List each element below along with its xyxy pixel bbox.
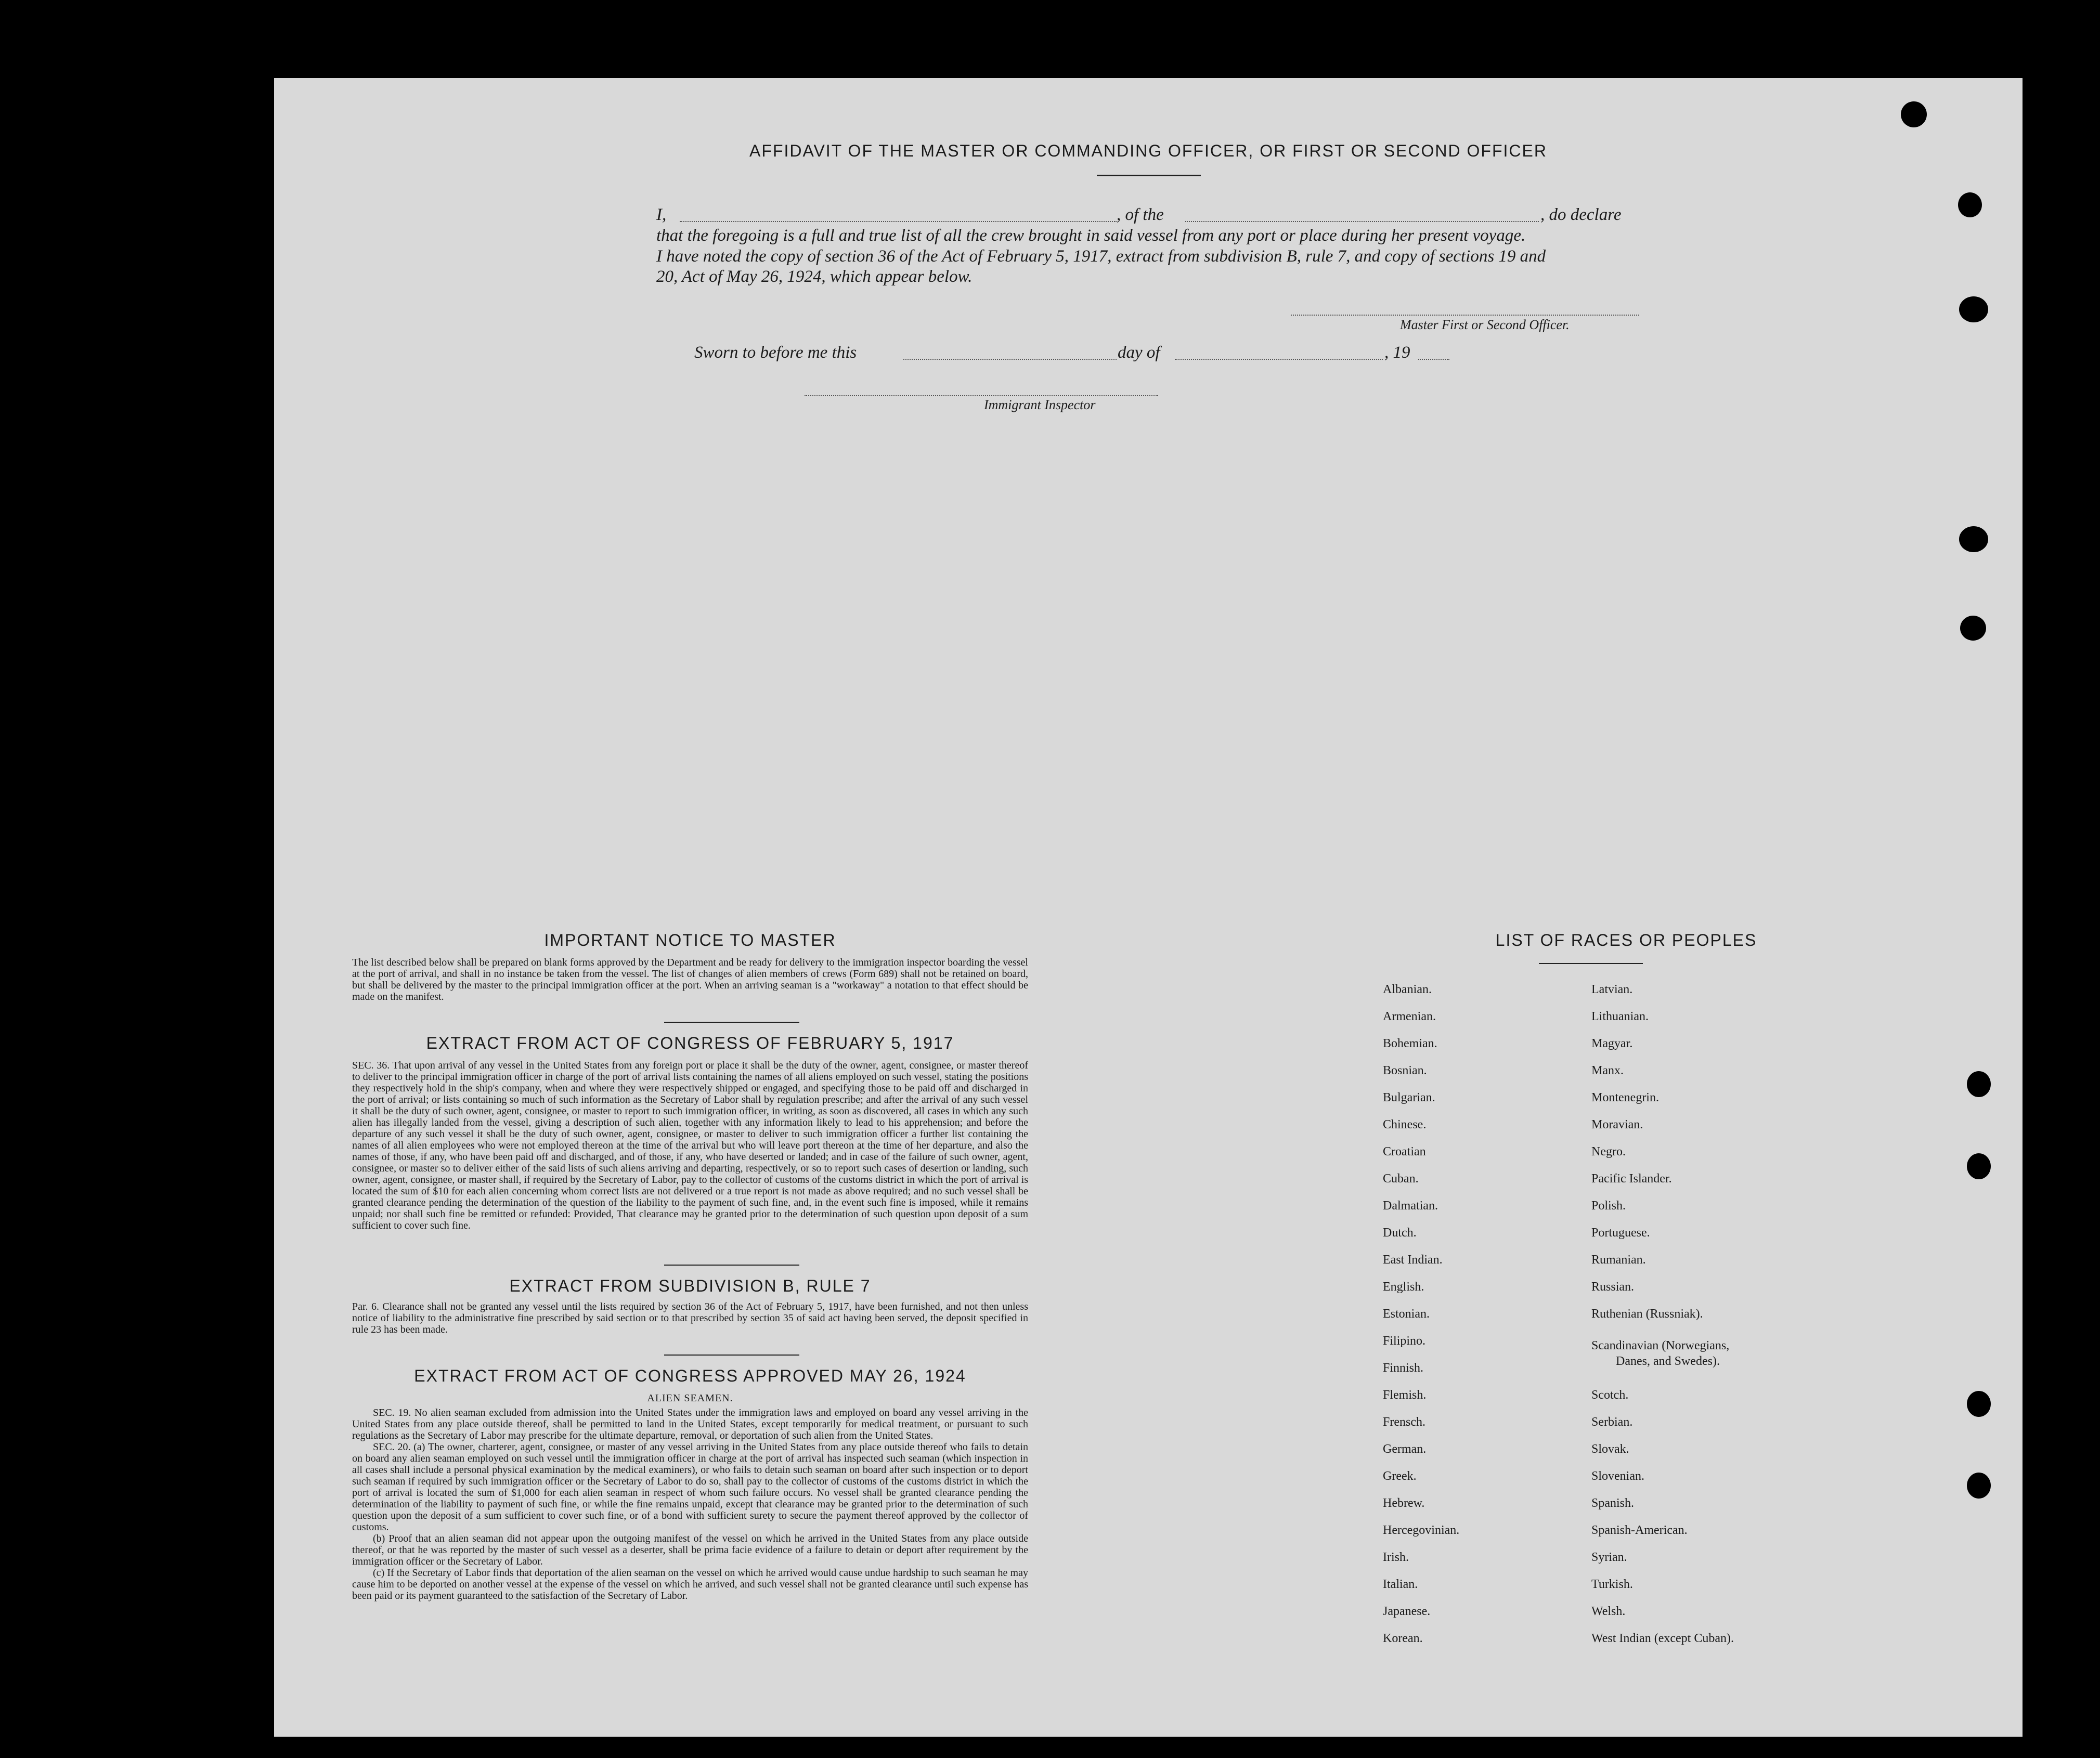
race-item: Hercegovinian. — [1383, 1523, 1460, 1537]
race-item: Slovak. — [1591, 1442, 1629, 1456]
punch-hole — [1959, 526, 1988, 552]
race-item: Italian. — [1383, 1578, 1418, 1591]
of-the-label: , of the — [1117, 205, 1164, 224]
race-item: Korean. — [1383, 1632, 1423, 1645]
race-item: Scandinavian (Norwegians, — [1591, 1339, 1730, 1352]
extract-1924-subtitle: ALIEN SEAMEN. — [647, 1392, 733, 1404]
race-item: German. — [1383, 1442, 1427, 1456]
race-item: Spanish. — [1591, 1496, 1635, 1510]
divider-2 — [664, 1265, 799, 1266]
race-item-continuation: Danes, and Swedes). — [1616, 1355, 1720, 1368]
race-item: East Indian. — [1383, 1253, 1443, 1267]
master-signature-line[interactable] — [1291, 315, 1639, 316]
race-item: Bohemian. — [1383, 1037, 1437, 1050]
extract-1924-title: EXTRACT FROM ACT OF CONGRESS APPROVED MAY 26, 1924 — [414, 1366, 966, 1385]
punch-hole — [1967, 1071, 1991, 1097]
affidavit-line-4: 20, Act of May 26, 1924, which appear below. — [656, 267, 973, 286]
race-item: Bulgarian. — [1383, 1091, 1435, 1104]
race-item: Welsh. — [1591, 1605, 1626, 1618]
punch-hole — [1967, 1391, 1991, 1417]
race-item: Finnish. — [1383, 1361, 1424, 1375]
race-item: Lithuanian. — [1591, 1010, 1649, 1023]
race-item: Spanish-American. — [1591, 1523, 1688, 1537]
race-item: Manx. — [1591, 1064, 1624, 1077]
sworn-month-field[interactable] — [1175, 359, 1383, 360]
inspector-signature-line[interactable] — [805, 395, 1158, 396]
race-item: Chinese. — [1383, 1118, 1427, 1131]
race-item: Pacific Islander. — [1591, 1172, 1672, 1186]
race-item: Magyar. — [1591, 1037, 1633, 1050]
race-item: Polish. — [1591, 1199, 1626, 1213]
affidavit-line-2: that the foregoing is a full and true list of all the crew brought in said vessel from any port or place during her present voyage. — [656, 226, 1526, 245]
notice-title: IMPORTANT NOTICE TO MASTER — [544, 931, 836, 949]
race-item: Dalmatian. — [1383, 1199, 1438, 1213]
sec20b-paragraph: (b) Proof that an alien seaman did not appear upon the outgoing manifest of the vessel on which he arrived in the United States from any place outside thereof, or that he was reported by the master of such vessel as a deserter, shall be prima facie evidence of a failure to detain or deport after requirement by the immigration officer or the Secretary of Labor. — [352, 1533, 1028, 1567]
affidavit-title: AFFIDAVIT OF THE MASTER OR COMMANDING OFFICER, OR FIRST OR SECOND OFFICER — [749, 141, 1547, 160]
race-item: Albanian. — [1383, 983, 1432, 996]
punch-hole — [1958, 192, 1982, 217]
race-item: Latvian. — [1591, 983, 1633, 996]
race-item: Montenegrin. — [1591, 1091, 1659, 1104]
master-signature-label: Master First or Second Officer. — [1400, 317, 1570, 332]
master-name-field[interactable] — [680, 221, 1117, 222]
divider-3 — [664, 1355, 799, 1356]
sworn-day-field[interactable] — [903, 359, 1117, 360]
race-item: Slovenian. — [1591, 1469, 1644, 1483]
sworn-year-field[interactable] — [1418, 359, 1449, 360]
race-item: Hebrew. — [1383, 1496, 1425, 1510]
divider-1 — [664, 1022, 799, 1023]
notice-text: The list described below shall be prepared on blank forms approved by the Department and be ready for delivery to the immigration inspector boarding the vessel at the port of arrival, and shall in no instance be taken from the vessel. The list of changes of alien members of crews (Form 689) shall not be retained on board, but shall be delivered by the master to the principal immigration officer at the port. When an arriving seaman is a "workaway" a notation to that effect should be made on the manifest. — [352, 957, 1028, 1002]
sworn-label: Sworn to before me this — [694, 343, 857, 362]
race-item: Negro. — [1591, 1145, 1626, 1158]
affidavit-i-label: I, — [656, 205, 667, 224]
inspector-label: Immigrant Inspector — [984, 397, 1096, 412]
form-page — [274, 78, 2023, 1737]
race-item: Ruthenian (Russniak). — [1591, 1307, 1703, 1321]
declare-label: , do declare — [1540, 205, 1622, 224]
affidavit-line-3: I have noted the copy of section 36 of the Act of February 5, 1917, extract from subdivision B, rule 7, and copy of sections 19 and — [656, 247, 1546, 266]
race-item: Frensch. — [1383, 1415, 1425, 1429]
sec19-paragraph: SEC. 19. No alien seaman excluded from admission into the United States under the immigration laws and employed on board any vessel arriving in the United States from any place outside thereof, shall be permitted to land in the United States, except temporarily for medical treatment, or pursuant to such regulations as the Secretary of Labor may prescribe for the ultimate departure, removal, or deportation of such alien from the United States. — [352, 1407, 1028, 1441]
race-item: Moravian. — [1591, 1118, 1643, 1131]
race-item: Portuguese. — [1591, 1226, 1650, 1240]
races-title: LIST OF RACES OR PEOPLES — [1495, 931, 1757, 949]
extract-1917-text: SEC. 36. That upon arrival of any vessel in the United States from any foreign port or place it shall be the duty of the owner, agent, consignee, or master thereof to deliver to the principal immigration officer in charge of the port of arrival lists containing the names of all aliens employed on such vessel, stating the positions they respectively hold in the ship's company, when and where they were respectively shipped or engaged, and specifying those to be paid off and discharged in the port of arrival; or lists containing so much of such information as the Secretary of Labor shall by regulation prescribe; and after the arrival of any such vessel it shall be the duty of such owner, agent, consignee, or master to report to such immigration officer, in writing, as soon as discovered, all cases in which any such alien has illegally landed from the vessel, giving a description of such alien, together with any information likely to lead to his apprehension; and before the departure of any such vessel it shall be the duty of such owner, agent, consignee, or master to deliver to such immigration officer a further list containing the names of all alien employees who were not employed thereon at the time of the arrival but who will leave port thereon at the time of her departure, and also the names of those, if any, who have been paid off and discharged, and of those, if any, who have deserted or landed; and in case of the failure of such owner, agent, consignee, or master so to deliver either of the said lists of such aliens arriving and departing, respectively, or so to report such cases of desertion or landing, such owner, agent, consignee, or master shall, if required by the Secretary of Labor, pay to the collector of customs of the customs district in which the port of arrival is located the sum of $10 for each alien concerning whom correct lists are not delivered or a true report is not made as above required; and no such vessel shall be granted clearance pending the determination of the question of the liability to the payment of such fine, and, in the event such fine is imposed, while it remains unpaid; nor shall such fine be remitted or refunded: Provided, That clearance may be granted prior to the determination of such question upon deposit of a sum sufficient to cover such fine. — [352, 1060, 1028, 1231]
race-item: Cuban. — [1383, 1172, 1419, 1186]
punch-hole — [1960, 616, 1986, 641]
sec20c-paragraph: (c) If the Secretary of Labor finds that deportation of the alien seaman on the vessel on which he arrived would cause undue hardship to such seaman he may cause him to be deported on another vessel at the expense of the vessel on which he arrived, and such vessel shall not be granted clearance until such expense has been paid or its payment guaranteed to the satisfaction of the Secretary of Labor. — [352, 1567, 1028, 1601]
race-item: Estonian. — [1383, 1307, 1430, 1321]
race-item: Japanese. — [1383, 1605, 1431, 1618]
race-item: English. — [1383, 1280, 1424, 1294]
race-item: Filipino. — [1383, 1334, 1426, 1348]
race-item: Dutch. — [1383, 1226, 1417, 1240]
race-item: Rumanian. — [1591, 1253, 1646, 1267]
race-item: West Indian (except Cuban). — [1591, 1632, 1734, 1645]
race-item: Armenian. — [1383, 1010, 1436, 1023]
day-of-label: day of — [1118, 343, 1160, 362]
subdivision-text: Par. 6. Clearance shall not be granted any vessel until the lists required by section 36 of the Act of February 5, 1917, have been furnished, and not then unless notice of liability to the administrative fine prescribed by said section or to that prescribed by section 35 of said act having been served, the deposit specified in rule 23 has been made. — [352, 1301, 1028, 1335]
race-item: Flemish. — [1383, 1388, 1427, 1402]
race-item: Turkish. — [1591, 1578, 1633, 1591]
race-item: Greek. — [1383, 1469, 1417, 1483]
race-item: Syrian. — [1591, 1551, 1627, 1564]
race-item: Croatian — [1383, 1145, 1426, 1158]
subdivision-title: EXTRACT FROM SUBDIVISION B, RULE 7 — [509, 1277, 871, 1295]
race-item: Russian. — [1591, 1280, 1635, 1294]
race-item: Scotch. — [1591, 1388, 1629, 1402]
extract-1924-text — [352, 1407, 1028, 1601]
punch-hole — [1959, 296, 1988, 322]
sec20a-paragraph: SEC. 20. (a) The owner, charterer, agent, consignee, or master of any vessel arriving in the United States from any place outside thereof who fails to detain on board any alien seaman employed on such vessel until the immigration officer in charge at the port of arrival has inspected such seaman (which inspection in all cases shall include a personal physical examination by the medical examiners), or who fails to detain such seaman on board after such inspection or to deport such seaman if required by such immigration officer or the Secretary of Labor to do so, shall pay to the collector of customs of the customs district in which the port of arrival is located the sum of $1,000 for each alien seaman in respect of whom such failure occurs. No vessel shall be granted clearance pending the determination of the liability to payment of such fine, or while the fine remains unpaid, except that clearance may be granted prior to the determination of such question upon the deposit of a sum sufficient to cover such fine, or of a bond with sufficient surety to secure the payment thereof approved by the collector of customs. — [352, 1441, 1028, 1533]
vessel-name-field[interactable] — [1185, 221, 1539, 222]
punch-hole — [1901, 101, 1927, 127]
race-item: Irish. — [1383, 1551, 1409, 1564]
punch-hole — [1967, 1153, 1991, 1179]
races-title-underline — [1539, 963, 1643, 964]
punch-hole — [1967, 1473, 1991, 1499]
race-item: Bosnian. — [1383, 1064, 1427, 1077]
extract-1917-title: EXTRACT FROM ACT OF CONGRESS OF FEBRUARY 5, 1917 — [426, 1034, 954, 1052]
race-item: Serbian. — [1591, 1415, 1633, 1429]
title-underline — [1097, 175, 1201, 176]
year-label: , 19 — [1384, 343, 1410, 362]
